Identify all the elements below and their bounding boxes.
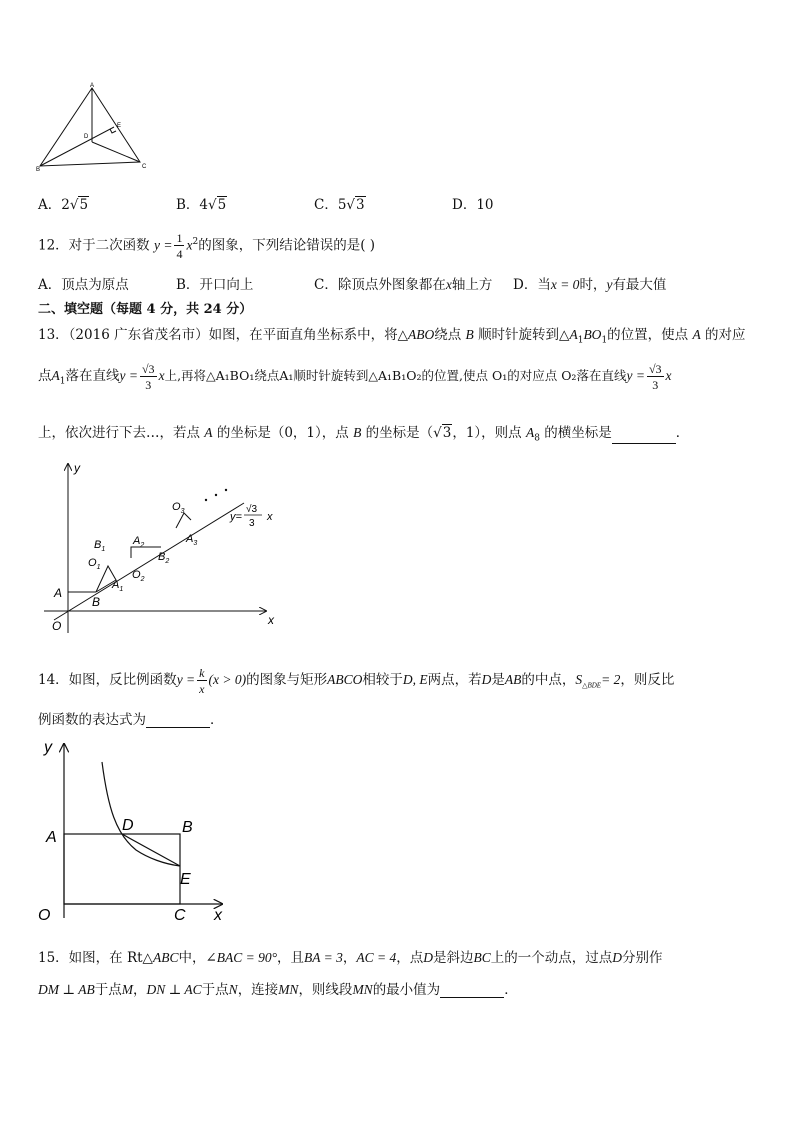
point-b1-label: $B_1$ [94, 539, 106, 553]
axis-y-label: y [44, 739, 52, 756]
origin-label: O [52, 619, 62, 633]
q15-line1: 15．如图，在 Rt△ABC中，∠BAC = 90°，且BA = 3，AC = 4，点D是斜边BC上的一个动点，过点D分别作 [38, 950, 663, 966]
q11-option-c: C．5√3 [314, 197, 365, 213]
q12-stem: 12．对于二次函数 y = $\frac{1}{4}$ $x^2$的图象，下列结论错误的是( ) [38, 231, 376, 261]
line-eq-den: 3 [249, 518, 255, 529]
point-e-label: E [180, 871, 191, 888]
q14-line2: 例函数的表达式为 ． [38, 712, 224, 728]
dot-1 [205, 499, 207, 501]
q13-answer-blank[interactable] [612, 429, 676, 444]
point-a2-label: $A_2$ [133, 535, 145, 549]
triangle-o3 [176, 513, 191, 528]
point-o2-label: $O_2$ [132, 569, 145, 583]
segment-de [122, 834, 180, 866]
q14-figure [36, 738, 236, 928]
point-a1-label: $A_1$ [112, 579, 124, 593]
label-d: D [84, 134, 89, 140]
q11-figure [36, 82, 156, 174]
q15-line2: DM ⊥ AB于点M，DN ⊥ AC于点N，连接MN，则线段MN的最小值为 ． [38, 982, 518, 998]
point-a-label: A [46, 829, 57, 846]
q11-option-a: A．2√5 [38, 197, 89, 213]
q13-line3: 上，依次进行下去…，若点 A 的坐标是（0，1），点 B 的坐标是（√3，1），则点 $A_8$ 的横坐标是 ． [38, 425, 690, 444]
q15-answer-blank[interactable] [440, 983, 504, 998]
line-eq-y: y= [230, 511, 242, 523]
q14-line1: 14．如图，反比例函数y = $\frac{k}{x}$ (x > 0)的图象与矩形ABCO相较于D, E两点，若D是AB的中点，$S_{\triangle BDE}= 2$，则反比 [38, 665, 675, 696]
hyperbola [102, 762, 180, 866]
q12-option-c: C．除顶点外图象都在x轴上方 [314, 277, 493, 293]
line-y-sqrt3-3x [54, 503, 244, 620]
point-c-label: C [174, 907, 186, 924]
q13-fraction-1: $\frac{√3}{3}$ [141, 361, 155, 392]
label-a: A [90, 83, 95, 89]
point-a-label: A [54, 586, 63, 600]
q14-answer-blank[interactable] [146, 713, 210, 728]
line-eq-num: √3 [246, 504, 258, 515]
axis-y-label: y [74, 461, 80, 475]
triangle-abc [40, 88, 140, 166]
q11-option-d: D．10 [452, 197, 494, 213]
q13-figure [36, 458, 286, 636]
line-eq-x: x [267, 511, 273, 523]
origin-label: O [38, 907, 51, 924]
segment-dc [92, 142, 140, 162]
point-b-label: B [92, 595, 101, 609]
point-d-label: D [122, 817, 134, 834]
point-b-label: B [182, 819, 193, 836]
point-o1-label: $O_1$ [88, 557, 101, 571]
q12-option-b: B．开口向上 [176, 277, 254, 293]
point-a3-label: $A_3$ [186, 533, 198, 547]
dot-2 [215, 494, 217, 496]
point-b2-label: $B_2$ [158, 551, 170, 565]
q13-fraction-2: $\frac{√3}{3}$ [648, 361, 662, 392]
q13-line2: 点$A_1$落在直线y = $\frac{√3}{3}$ x上,再将△A₁BO₁绕点A₁顺时针旋转到△A₁B₁O₂的位置,使点 O₁的对应点 O₂落在直线y = $\frac{√3}{3}$ x [38, 361, 672, 392]
q11-option-b: B．4√5 [176, 197, 227, 213]
label-c: C [142, 164, 147, 170]
q13-line1: 13．（2016 广东省茂名市）如图，在平面直角坐标系中，将△ABO绕点 B 顺时针旋转到$\triangle A_1BO_1$的位置，使点 A 的对应 [38, 327, 746, 346]
q12-option-d: D．当x = 0时，y有最大值 [513, 277, 667, 293]
q12-option-a: A．顶点为原点 [38, 277, 129, 293]
axis-x-label: x [214, 907, 222, 924]
point-o3-label: $O_3$ [172, 501, 185, 515]
right-angle-mark [110, 129, 116, 133]
dot-3 [225, 489, 227, 491]
label-b: B [36, 167, 41, 173]
label-e: E [117, 123, 122, 129]
q14-fraction: $\frac{k}{x}$ [199, 665, 205, 696]
q12-fraction: $\frac{1}{4}$ [176, 231, 183, 261]
section-title: 二、填空题（每题 4 分，共 24 分） [38, 302, 253, 317]
axis-x-label: x [268, 613, 274, 627]
rectangle-abco [64, 834, 180, 904]
